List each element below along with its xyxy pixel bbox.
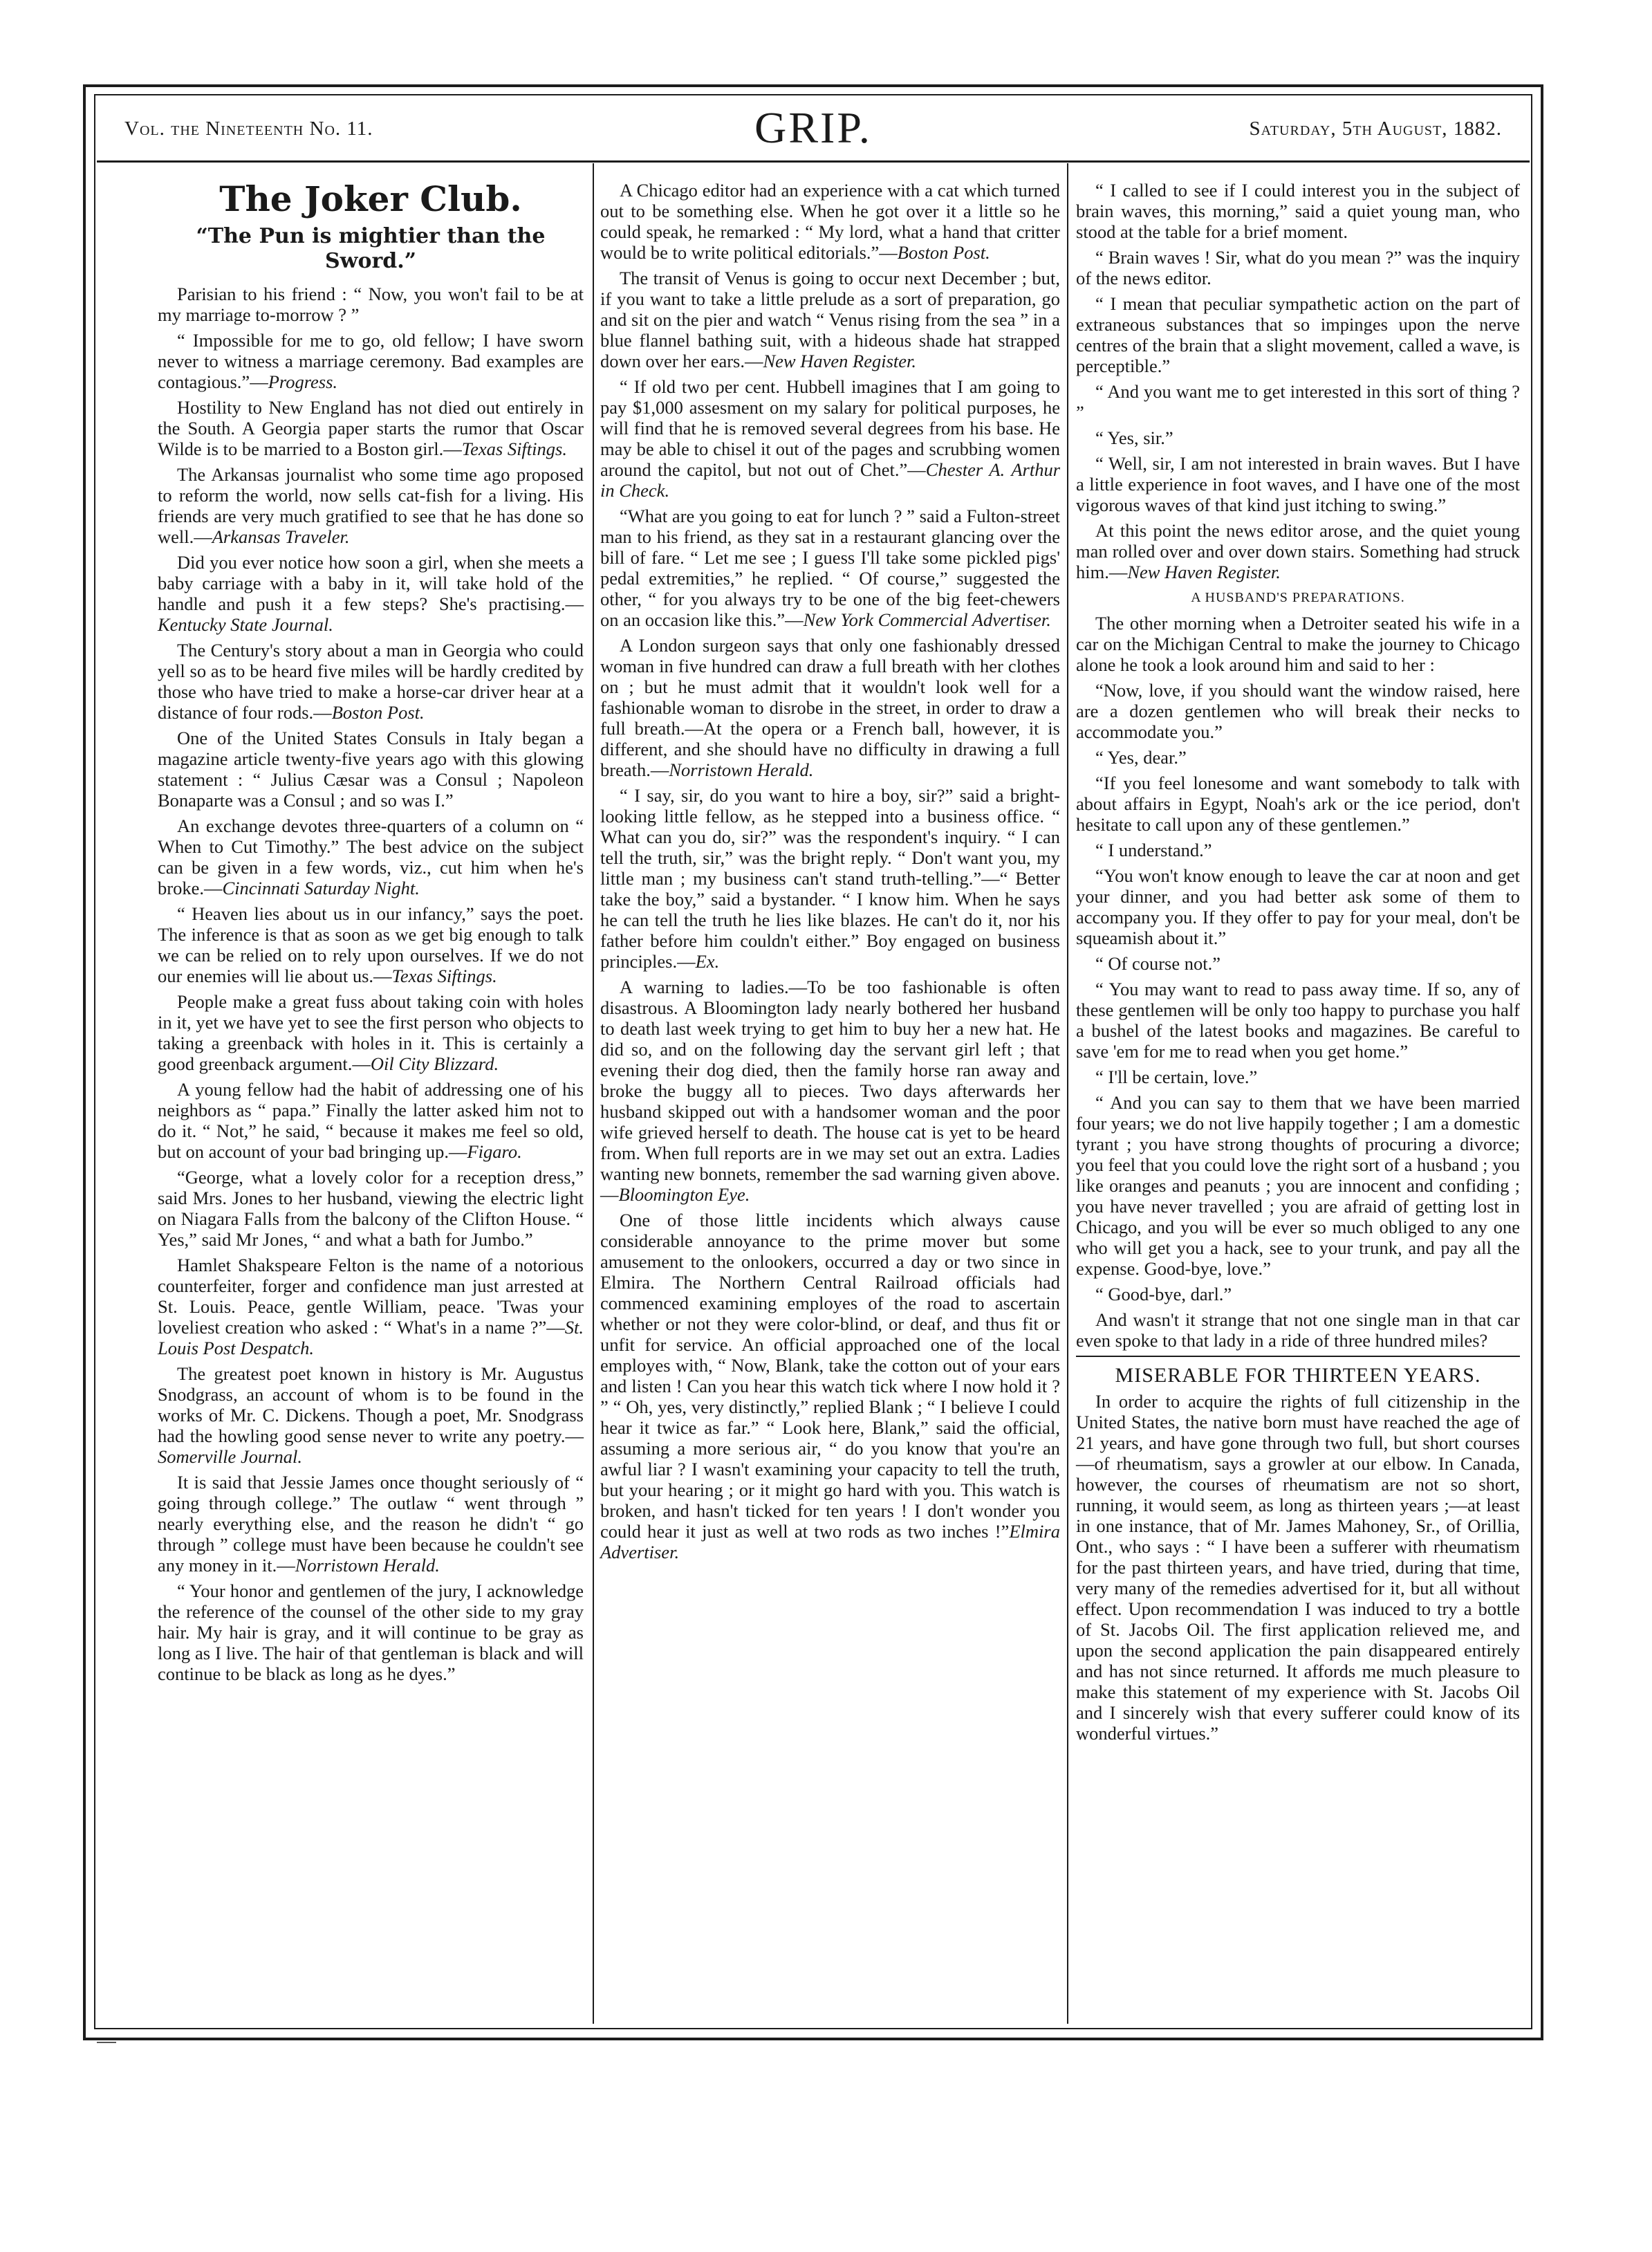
source-credit: Arkansas Traveler. (212, 526, 350, 547)
paragraph-text: “ Yes, dear.” (1095, 747, 1187, 768)
masthead (97, 97, 1530, 159)
masthead-rule (97, 160, 1530, 163)
paragraph-text: “ Well, sir, I am not interested in brain waves. But I have a little experience in foot waves, and I have one of the most vigorous waves of that kind just itching to swing.” (1076, 453, 1520, 515)
paragraph-text: A Chicago editor had an experience with a cat which turned out to be something else. When he got over it a little so he could speak, he remarked : “ My lord, what a hand that critter would be to write political editorials.”— (600, 180, 1060, 263)
source-credit: New York Commercial Advertiser. (803, 609, 1051, 630)
paragraph-text: It is said that Jessie James once thought seriously of “ going through college.” The outlaw “ went through ” nearly everything else, and the reason he didn't “ go through ” college must have been because he couldn't see any money in it.— (158, 1472, 584, 1576)
paragraph-text: “ And you want me to get interested in this sort of thing ? ” (1076, 381, 1520, 423)
paragraph (600, 635, 1060, 780)
paragraph (158, 1255, 584, 1358)
paragraph-text: The Century's story about a man in Georgia who could yell so as to be heard five miles will be hardly credited by those who have tried to make a horse-car driver hear at a distance of four rods.— (158, 640, 584, 723)
source-credit: Ex. (695, 951, 720, 972)
paragraph (158, 1363, 584, 1467)
paragraph (600, 977, 1060, 1205)
paragraph (158, 1580, 584, 1684)
paragraph (1076, 865, 1520, 948)
paragraph (600, 180, 1060, 263)
paragraph-text: An exchange devotes three-quarters of a column on “ When to Cut Timothy.” The best advice on the subject can be given in a few words, viz., cut him when he's broke.— (158, 815, 584, 898)
article-headline: MISERABLE FOR THIRTEEN YEARS. (1076, 1356, 1520, 1386)
source-credit: Somerville Journal. (158, 1446, 303, 1467)
paragraph-text: In order to acquire the rights of full citizenship in the United States, the native born must have reached the age of 21 years, and have gone through two full, but short courses —of rheumatism, says a growler at our elbow. In Canada, however, the courses of rheumatism are not so short, running, it would seem, as long as thirteen years ;—at least in one instance, that of Mr. James Mahoney, Sr., of Orillia, Ont., who says : “ I have been a sufferer with rheumatism for the past thirteen years, and have tried, during that time, very many of the remedies advertised for it, but all without effect. Upon recommendation I was induced to try a bottle of St. Jacobs Oil. The first application relieved me, and upon the second application the pain disappeared entirely and has not since returned. It affords me much pleasure to make this statement of my experience with St. Jacobs Oil and I sincerely wish that every sufferer could know of its wonderful virtues.” (1076, 1391, 1520, 1744)
paragraph-text: One of those little incidents which always cause considerable annoyance to the prime mover but some amusement to the onlookers, occurred a day or two since in Elmira. The Northern Central Railroad officials had commenced examining employes of the road to ascertain whether or not they were color-blind, or deaf, and thus fit or unfit for service. An official approached one of the local employes with, “ Now, Blank, take the cotton out of your ears and listen ! Can you hear this watch tick where I now hold it ? ” “ Oh, yes, very distinctly,” replied Blank ; “ I believe I could hear it twice as far.” “ Look here, Blank,” said the official, assuming a more serious air, “ do you know that you're an awful liar ? I wasn't examining your capacity to tell the truth, but your hearing ; or it might go hard with you. This watch is broken, and hasn't ticked for ten years ! I don't wonder you could hear it just as well at two rods as two inches !” (600, 1210, 1060, 1542)
paragraph (158, 1167, 584, 1250)
source-credit: Texas Siftings. (391, 966, 497, 986)
source-credit: Chester A. Arthur in Check. (600, 459, 1061, 501)
paragraph (1076, 979, 1520, 1062)
volume-number: Vol. the Nineteenth No. 11. (124, 118, 373, 140)
paragraph-text: “ Of course not.” (1095, 953, 1221, 974)
paragraph-text: Did you ever notice how soon a girl, when she meets a baby carriage with a baby in it, will take hold of the handle and push it a few steps? She's practising.— (158, 552, 584, 614)
paragraph (1076, 1092, 1520, 1279)
paragraph-text: The transit of Venus is going to occur next December ; but, if you want to take a little prelude as a sort of preparation, go and sit on the pier and watch “ Venus rising from the sea ” in a blue flannel bathing suit, with a hideous shade hat strapped down over her ears.— (600, 268, 1060, 371)
paragraph (158, 464, 584, 547)
issue-date: Saturday, 5th August, 1882. (1249, 118, 1502, 140)
paragraph-text: A London surgeon says that only one fashionably dressed woman in five hundred can draw a full breath with her clothes on ; but he must admit that it wouldn't look well for a fashionable woman to disrobe in the street, in order to draw a full breath.—At the opera or a French ball, however, it is different, and she should have no difficulty in drawing a full breath.— (600, 635, 1060, 780)
column-rule-2 (1067, 163, 1068, 2024)
paragraph-text: “ I mean that peculiar sympathetic action on the part of extraneous substances that so impinges upon the nerve centres of the brain that a slight movement, called a wave, is perceptible.” (1076, 293, 1520, 376)
source-credit: Elmira Advertiser. (600, 1521, 1060, 1562)
paragraph (158, 397, 584, 459)
paragraph-text: “ I'll be certain, love.” (1095, 1067, 1258, 1087)
source-credit: Boston Post. (897, 242, 990, 263)
paragraph (1076, 293, 1520, 376)
paragraph (158, 330, 584, 392)
paragraph (1076, 180, 1520, 242)
source-credit: New Haven Register. (1127, 562, 1281, 582)
source-credit: New Haven Register. (763, 351, 917, 371)
paragraph-text: The greatest poet known in history is Mr. Augustus Snodgrass, an account of whom is to be found in the works of Mr. C. Dickens. Though a poet, Mr. Snodgrass had the howling good sense never to write any poetry.— (158, 1363, 584, 1446)
paragraph-text: Hostility to New England has not died out entirely in the South. A Georgia paper starts the rumor that Oscar Wilde is to be married to a Boston girl.— (158, 397, 584, 459)
source-credit: Bloomington Eye. (618, 1184, 750, 1205)
paragraph (600, 268, 1060, 371)
paragraph-text: “ You may want to read to pass away time. If so, any of these gentlemen will be only too happy to purchase you half a bushel of the latest books and magazines. Be careful to save 'em for me to read when you get home.” (1076, 979, 1520, 1062)
paragraph-text: The Arkansas journalist who some time ago proposed to reform the world, now sells cat-fish for a living. His friends are very much gratified to see that he has done so well.— (158, 464, 584, 547)
column-rule-1 (593, 163, 594, 2024)
source-credit: Cincinnati Saturday Night. (222, 878, 420, 898)
paragraph (158, 552, 584, 635)
paragraph (158, 640, 584, 723)
paragraph-text: A warning to ladies.—To be too fashionable is often disastrous. A Bloomington lady nearly bothered her husband to death last week trying to get him to buy her a new hat. He did so, and on the following day the servant girl left ; that evening their dog died, then the family horse ran away and broke the buggy all to pieces. Two days afterwards her husband skipped out with a handsomer woman and the poor wife grieved herself to death. The house cat is yet to be heard from. When full reports are in we may set out an extra. Ladies wanting new bonnets, remember the sad warning given above.— (600, 977, 1060, 1205)
paragraph-text: “ Heaven lies about us in our infancy,” says the poet. The inference is that as soon as we get big enough to talk we can be relied on to rely upon ourselves. If we do not our enemies will lie about us.— (158, 903, 584, 986)
paragraph-text: A young fellow had the habit of addressing one of his neighbors as “ papa.” Finally the latter asked him not to do it. “ Not,” he said, “ because it makes me feel so old, but on account of your bad bringing up.— (158, 1079, 584, 1162)
paragraph-text: “If you feel lonesome and want somebody to talk with about affairs in Egypt, Noah's ark or the ice period, don't hesitate to call upon any of these gentlemen.” (1076, 773, 1520, 835)
paragraph-text: “ I understand.” (1095, 840, 1212, 860)
source-credit: Boston Post. (331, 702, 425, 723)
paragraph (1076, 773, 1520, 835)
paragraph (158, 991, 584, 1074)
source-credit: Progress. (268, 371, 338, 392)
paragraph (600, 785, 1060, 972)
paragraph (1076, 1391, 1520, 1744)
paragraph (1076, 1309, 1520, 1351)
paragraph-text: “ Yes, sir.” (1095, 427, 1173, 448)
source-credit: Norristown Herald. (669, 759, 814, 780)
column-3 (1076, 180, 1520, 1748)
paragraph-text: “Now, love, if you should want the window raised, here are a dozen gentlemen who will break their necks to accommodate you.” (1076, 680, 1520, 742)
paragraph-text: “ And you can say to them that we have been married four years; we do not live happily together ; I am a domestic tyrant ; you have strong thoughts of procuring a divorce; you feel that you could love the right sort of a husband ; you like oranges and peanuts ; you are innocent and confiding ; you have never travelled ; you are afraid of getting lost in Chicago, and you will be ever so much obliged to any one who will get you a hack, see to your trunk, and pay all the expense. Good-bye, love.” (1076, 1092, 1520, 1279)
section-motto: “The Pun is mightier than the Sword.” (196, 224, 546, 273)
source-credit: Figaro. (467, 1141, 522, 1162)
paragraph-text: “ Your honor and gentlemen of the jury, I acknowledge the reference of the counsel of the other side to my gray hair. My hair is gray, and it will continue to be gray as long as I live. The hair of that gentleman is black and will continue to be black as long as he dyes.” (158, 1580, 584, 1684)
paragraph-text: Parisian to his friend : “ Now, you won't fail to be at my marriage to-morrow ? ” (158, 284, 584, 325)
paragraph (1076, 427, 1520, 448)
subheading: A HUSBAND'S PREPARATIONS. (1191, 590, 1405, 605)
source-credit: Norristown Herald. (295, 1555, 440, 1576)
paragraph-text: “What are you going to eat for lunch ? ” said a Fulton-street man to his friend, as they sat in a restaurant glancing over the bill of fare. “ Let me see ; I guess I'll take some pickled pigs' pedal extremities,” he replied. “ Of course,” suggested the other, “ for you always try to be one of the big feet-chewers on an occasion like this.”— (600, 506, 1060, 630)
paragraph (1076, 747, 1520, 768)
source-credit: Kentucky State Journal. (158, 614, 333, 635)
paragraph-text: “ If old two per cent. Hubbell imagines that I am going to pay $1,000 assesment on my salary for political purposes, he will find that he is removed several degrees from his base. He may be able to chisel it out of the pages and scrubbing women around the capitol, but not out of Chet.”— (600, 376, 1060, 480)
paragraph-text: “ Good-bye, darl.” (1095, 1284, 1232, 1304)
paragraph-text: Hamlet Shakspeare Felton is the name of a notorious counterfeiter, forger and confidence man just arrested at St. Louis. Peace, gentle William, peace. 'Twas your loveliest creation who asked : “ What's in a name ?”— (158, 1255, 584, 1338)
paragraph (600, 1210, 1060, 1562)
source-credit: Oil City Blizzard. (370, 1053, 499, 1074)
paragraph-text: “ Impossible for me to go, old fellow; I have sworn never to witness a marriage ceremony. Bad examples are contagious.”— (158, 330, 584, 392)
source-credit: Texas Siftings. (461, 439, 567, 459)
paragraph (1076, 953, 1520, 974)
paragraph (158, 284, 584, 325)
paragraph (1076, 1284, 1520, 1304)
paragraph (158, 1472, 584, 1576)
section-title: The Joker Club. (219, 178, 522, 219)
paragraph (158, 1079, 584, 1162)
column-2 (600, 180, 1060, 1567)
paragraph-text: “You won't know enough to leave the car at noon and get your dinner, and you had better ask some of them to accompany you. If they offer to pay for your meal, don't be squeamish about it.” (1076, 865, 1520, 948)
corner-mark (97, 2042, 116, 2043)
paragraph (1076, 840, 1520, 860)
paragraph (600, 506, 1060, 630)
paragraph (1076, 1067, 1520, 1087)
paragraph-text: At this point the news editor arose, and the quiet young man rolled over and over down stairs. Something had struck him.— (1076, 520, 1520, 582)
column-1 (158, 180, 584, 1689)
paragraph-text: “George, what a lovely color for a reception dress,” said Mrs. Jones to her husband, viewing the electric light on Niagara Falls from the balcony of the Clifton House. “ Yes,” said Mr Jones, “ and what a bath for Jumbo.” (158, 1167, 584, 1250)
paragraph (1076, 680, 1520, 742)
paragraph-text: People make a great fuss about taking coin with holes in it, yet we have yet to see the first person who objects to taking a greenback with holes in it. This is certainly a good greenback argument.— (158, 991, 584, 1074)
paragraph-text: “ Brain waves ! Sir, what do you mean ?” was the inquiry of the news editor. (1076, 247, 1520, 288)
paragraph-text: One of the United States Consuls in Italy began a magazine article twenty-five years ago with this glowing statement : “ Julius Cæsar was a Consul ; Napoleon Bonaparte was a Consul ; and so was I.” (158, 728, 584, 811)
source-credit: St. Louis Post Despatch. (158, 1317, 584, 1358)
paragraph (1076, 520, 1520, 582)
paragraph (1076, 247, 1520, 288)
paragraph (158, 903, 584, 986)
paragraph-text: “ I say, sir, do you want to hire a boy, sir?” said a bright-looking little fellow, as he stepped into a business office. “ What can you do, sir?” was the respondent's inquiry. “ I can tell the truth, sir,” was the bright reply. “ Don't want you, my little man ; my business can't stand truth-telling.”—“ Better take the boy,” said a bystander. “ I know him. When he says he can tell the truth he lies like blazes. He can't do it, nor his father before him couldn't either.” Boy engaged on business principles.— (600, 785, 1060, 972)
paragraph (1076, 613, 1520, 675)
paragraph (158, 728, 584, 811)
paragraph (158, 815, 584, 898)
paragraph-text: The other morning when a Detroiter seated his wife in a car on the Michigan Central to make the journey to Chicago alone he took a look around him and said to her : (1076, 613, 1520, 675)
paragraph-text: And wasn't it strange that not one single man in that car even spoke to that lady in a ride of three hundred miles? (1076, 1309, 1520, 1351)
paragraph (600, 376, 1060, 501)
paragraph (1076, 453, 1520, 515)
paragraph-text: “ I called to see if I could interest you in the subject of brain waves, this morning,” said a quiet young man, who stood at the table for a brief moment. (1076, 180, 1520, 242)
paragraph (1076, 381, 1520, 423)
newspaper-title: GRIP. (754, 103, 872, 152)
